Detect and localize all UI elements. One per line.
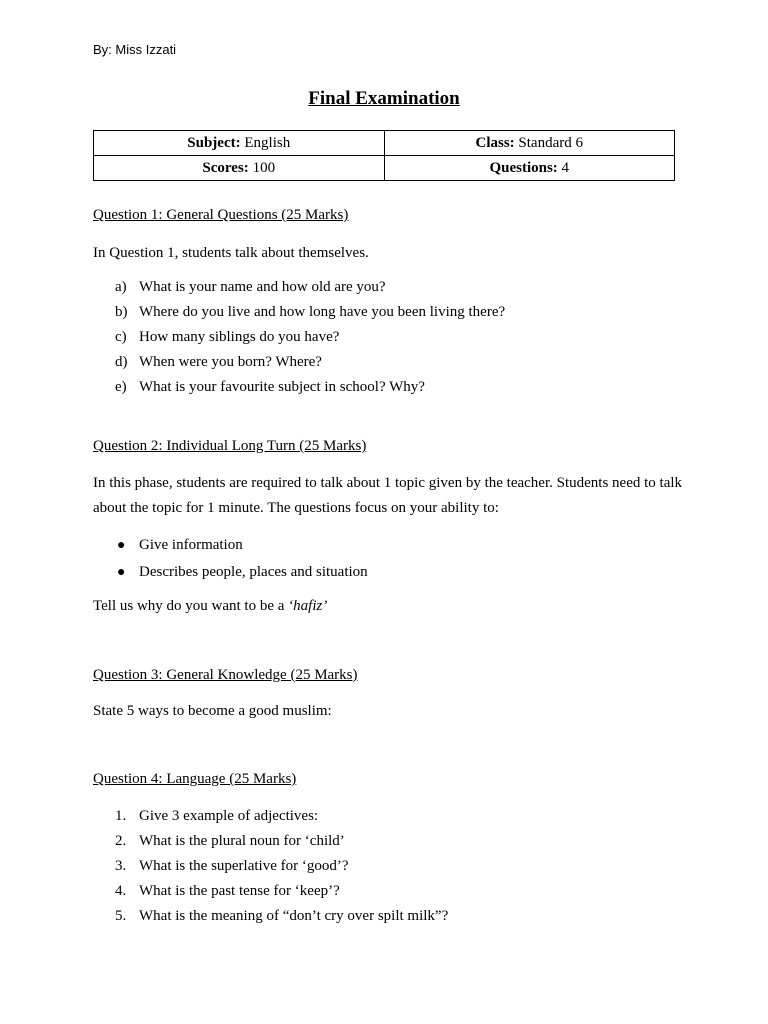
q3-heading: Question 3: General Knowledge (25 Marks): [93, 667, 358, 683]
info-row: [94, 131, 675, 156]
list-item-text: What is your favourite subject in school? Why?: [139, 379, 425, 395]
bullet-icon: ●: [117, 538, 126, 553]
subject-value: English: [244, 134, 291, 151]
q1-intro: In Question 1, students talk about themselves.: [93, 245, 369, 261]
info-row: [94, 156, 675, 181]
class-cell: [384, 131, 675, 156]
list-item-text: What is the meaning of “don’t cry over spilt milk”?: [139, 908, 449, 924]
scores-value: 100: [252, 159, 276, 176]
exam-info-table: [93, 130, 675, 181]
list-marker: 1.: [115, 808, 127, 824]
q4-heading: Question 4: Language (25 Marks): [93, 771, 297, 787]
questions-cell: [384, 156, 675, 181]
class-value: Standard 6: [518, 134, 583, 151]
list-item-text: What is your name and how old are you?: [139, 279, 386, 295]
q2-task-prefix: Tell us why do you want to be a: [93, 598, 289, 614]
list-item-text: What is the plural noun for ‘child’: [139, 833, 345, 849]
list-marker: 4.: [115, 883, 127, 899]
list-item-text: Where do you live and how long have you been living there?: [139, 304, 506, 320]
list-marker: 2.: [115, 833, 127, 849]
q2-heading: Question 2: Individual Long Turn (25 Marks): [93, 438, 367, 454]
list-marker: c): [115, 329, 127, 345]
list-item-text: What is the superlative for ‘good’?: [139, 858, 349, 874]
scores-cell: [94, 156, 385, 181]
page-title: Final Examination: [308, 88, 460, 109]
subject-cell: [94, 131, 385, 156]
list-item-text: Give information: [139, 537, 243, 553]
q1-heading: Question 1: General Questions (25 Marks): [93, 207, 349, 223]
list-item-text: Give 3 example of adjectives:: [139, 808, 319, 824]
class-label: Class:: [475, 134, 515, 151]
list-marker: 5.: [115, 908, 127, 924]
list-item-text: How many siblings do you have?: [139, 329, 340, 345]
list-item-text: Describes people, places and situation: [139, 564, 368, 580]
list-marker: e): [115, 379, 127, 395]
q2-task: [93, 594, 693, 619]
list-marker: 3.: [115, 858, 127, 874]
list-marker: d): [115, 354, 128, 370]
subject-label: Subject:: [187, 134, 241, 151]
list-marker: b): [115, 304, 128, 320]
questions-value: 4: [561, 159, 570, 176]
q3-task: State 5 ways to become a good muslim:: [93, 703, 332, 719]
q2-task-term: ‘hafiz’: [288, 598, 328, 614]
questions-label: Questions:: [489, 159, 558, 176]
list-item-text: What is the past tense for ‘keep’?: [139, 883, 340, 899]
bullet-icon: ●: [117, 565, 126, 580]
author-line: By: Miss Izzati: [93, 42, 177, 57]
list-marker: a): [115, 279, 127, 295]
list-item-text: When were you born? Where?: [139, 354, 322, 370]
q2-intro: In this phase, students are required to talk about 1 topic given by the teacher. Students need to talk about the topic for 1 minute. The questions focus on your ability to:: [93, 475, 683, 516]
scores-label: Scores:: [202, 159, 249, 176]
